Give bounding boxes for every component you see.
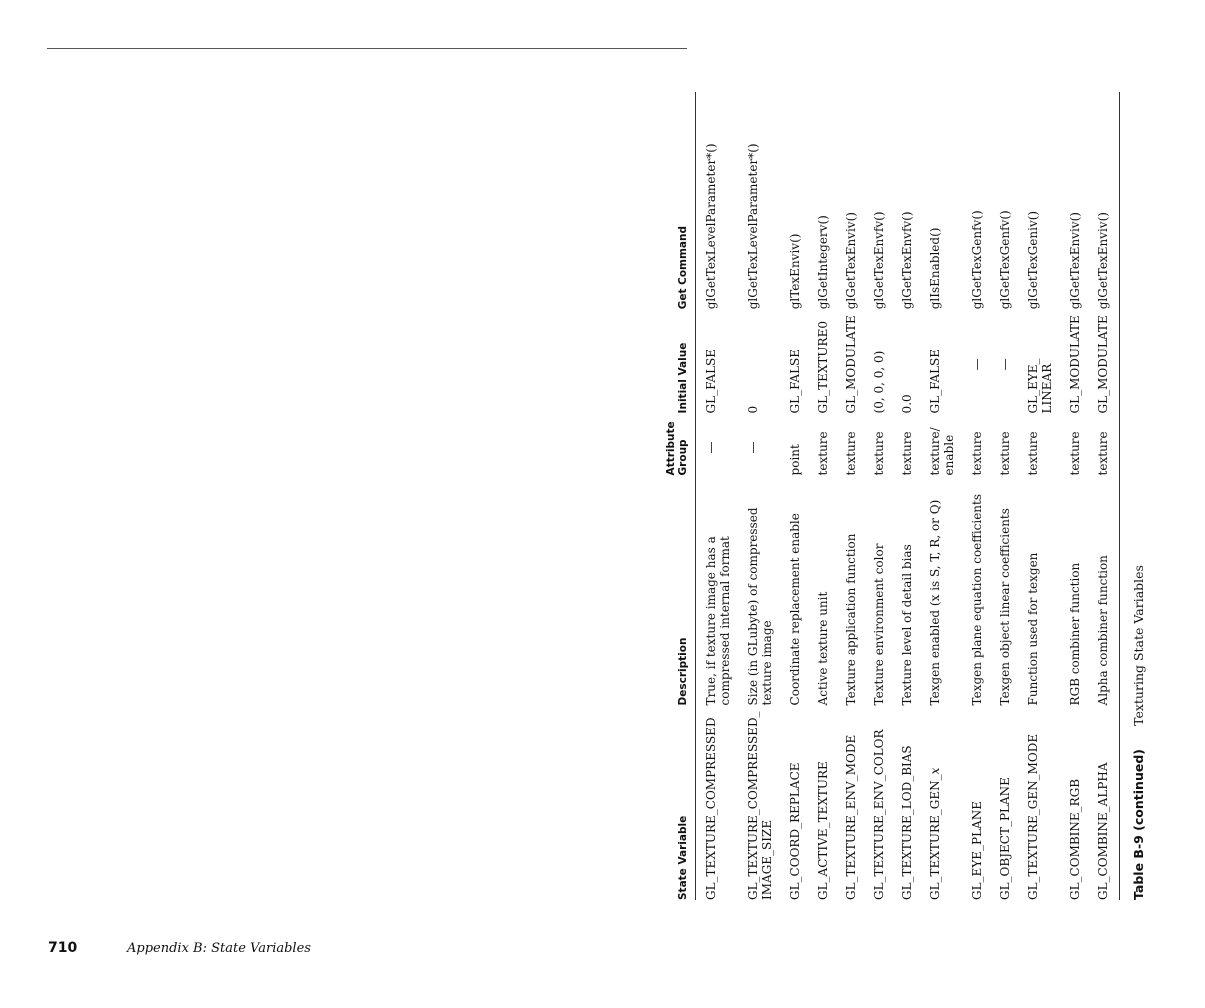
- cell-get-command-text: glGetTexLevelParameter*(): [746, 143, 760, 310]
- table-row: [839, 92, 867, 900]
- cell-attribute-group: [1091, 413, 1120, 475]
- cell-description-text: True, if texture image has a compressed internal format: [704, 536, 732, 706]
- running-head: Appendix B: State Variables: [127, 941, 311, 956]
- cell-initial-value-text: GL_FALSE: [928, 348, 942, 414]
- cell-description: [867, 475, 895, 705]
- cell-description-text: Active texture unit: [816, 591, 830, 706]
- cell-get-command-text: glIsEnabled(): [928, 227, 942, 310]
- cell-get-command-text: glGetIntegerv(): [816, 215, 830, 310]
- cell-state-variable: [923, 705, 965, 900]
- cell-initial-value-text: GL_MODULATE: [1096, 315, 1110, 414]
- cell-description-text: Alpha combiner function: [1096, 555, 1110, 706]
- cell-attribute-group: [839, 413, 867, 475]
- cell-initial-value-text: 0: [746, 405, 760, 414]
- cell-attribute-group: [1063, 413, 1091, 475]
- cell-get-command: [741, 92, 783, 309]
- cell-get-command: [1091, 92, 1120, 309]
- cell-state-variable: [867, 705, 895, 900]
- cell-initial-value-text: —: [998, 358, 1012, 371]
- cell-state-variable: [696, 705, 742, 900]
- header-get-command: Get Command: [665, 92, 696, 309]
- cell-get-command: [895, 92, 923, 309]
- header-description: Description: [665, 475, 696, 705]
- cell-attribute-group-text: texture: [970, 431, 984, 476]
- header-initial-value: Initial Value: [665, 309, 696, 413]
- cell-get-command: [811, 92, 839, 309]
- cell-state-variable-text: GL_TEXTURE_GEN_: [928, 774, 942, 900]
- page-number: 710: [48, 940, 78, 956]
- cell-attribute-group: [811, 413, 839, 475]
- cell-description: [1021, 475, 1063, 705]
- cell-attribute-group-text: texture: [900, 431, 914, 476]
- cell-get-command: [783, 92, 811, 309]
- cell-initial-value-text: GL_MODULATE: [1068, 315, 1082, 414]
- cell-state-variable-text: GL_TEXTURE_ENV_COLOR: [872, 729, 886, 900]
- cell-get-command-text: glGetTexGenfv(): [998, 210, 1012, 310]
- cell-attribute-group: [867, 413, 895, 475]
- cell-attribute-group-text: texture: [1026, 431, 1040, 476]
- table-row: [1063, 92, 1091, 900]
- cell-description: [895, 475, 923, 705]
- cell-initial-value: [839, 309, 867, 413]
- cell-initial-value: [783, 309, 811, 413]
- cell-state-variable-text: GL_TEXTURE_COMPRESSED: [704, 717, 718, 900]
- cell-initial-value: [965, 309, 993, 413]
- cell-get-command-text: glTexEnviv(): [788, 233, 802, 310]
- cell-attribute-group: [923, 413, 965, 475]
- cell-attribute-group-text: texture: [1068, 431, 1082, 476]
- cell-state-variable-text: GL_COMBINE_ALPHA: [1096, 762, 1110, 900]
- cell-get-command-text: glGetTexEnviv(): [1096, 212, 1110, 310]
- cell-initial-value-text: GL_FALSE: [704, 348, 718, 414]
- cell-state-variable: [1021, 705, 1063, 900]
- table-row: [696, 92, 742, 900]
- table-row: [923, 92, 965, 900]
- cell-description: [1091, 475, 1120, 705]
- table-row: [993, 92, 1021, 900]
- cell-initial-value-text: GL_EYE_ LINEAR: [1026, 358, 1054, 414]
- cell-initial-value-text: —: [970, 358, 984, 371]
- cell-attribute-group-text: texture: [1096, 431, 1110, 476]
- header-state-variable: State Variable: [665, 705, 696, 900]
- cell-get-command-text: glGetTexEnvfv(): [900, 211, 914, 310]
- cell-get-command-text: glGetTexLevelParameter*(): [704, 143, 718, 310]
- cell-get-command: [965, 92, 993, 309]
- cell-attribute-group-text: texture: [872, 431, 886, 476]
- cell-description-text: Texture environment color: [872, 543, 886, 706]
- caption-label: Table B-9 (continued): [1131, 749, 1146, 900]
- cell-get-command-text: glGetTexEnviv(): [1068, 212, 1082, 310]
- cell-initial-value-text: GL_FALSE: [788, 348, 802, 414]
- cell-attribute-group-text: texture: [816, 431, 830, 476]
- cell-state-variable-text: GL_EYE_PLANE: [970, 801, 984, 900]
- cell-initial-value: [1021, 309, 1063, 413]
- cell-state-variable: [741, 705, 783, 900]
- cell-get-command: [696, 92, 742, 309]
- cell-attribute-group: [895, 413, 923, 475]
- cell-description-text: RGB combiner function: [1068, 562, 1082, 706]
- cell-get-command-text: glGetTexGeniv(): [1026, 210, 1040, 310]
- table-row: [965, 92, 993, 900]
- top-rule: [47, 48, 687, 49]
- header-attribute-group-line1: Attribute: [665, 421, 677, 476]
- cell-initial-value: [1091, 309, 1120, 413]
- cell-state-variable-italic: x: [928, 767, 942, 775]
- cell-attribute-group-text: texture/ enable: [928, 427, 956, 476]
- cell-initial-value-text: GL_TEXTURE0: [816, 321, 830, 414]
- table-row: [741, 92, 783, 900]
- cell-attribute-group: [965, 413, 993, 475]
- table-body: [696, 92, 1120, 900]
- table-header-row: [665, 92, 696, 900]
- cell-get-command-text: glGetTexEnvfv(): [872, 211, 886, 310]
- cell-state-variable-text: GL_OBJECT_PLANE: [998, 777, 1012, 900]
- cell-description: [839, 475, 867, 705]
- cell-initial-value-text: 0.0: [900, 394, 914, 414]
- cell-description: [811, 475, 839, 705]
- cell-initial-value: [895, 309, 923, 413]
- header-attribute-group: [665, 413, 696, 475]
- cell-state-variable: [783, 705, 811, 900]
- cell-attribute-group-text: texture: [844, 431, 858, 476]
- rotated-table-block: [665, 92, 1205, 900]
- cell-state-variable-text: GL_TEXTURE_COMPRESSED_ IMAGE_SIZE: [746, 711, 774, 900]
- cell-attribute-group: [993, 413, 1021, 475]
- cell-get-command-text: glGetTexGenfv(): [970, 210, 984, 310]
- cell-initial-value: [741, 309, 783, 413]
- cell-attribute-group-text: texture: [998, 431, 1012, 476]
- cell-description: [923, 475, 965, 705]
- table-caption: [1128, 92, 1147, 900]
- table-row: [783, 92, 811, 900]
- cell-description: [965, 475, 993, 705]
- cell-description-text: Texture application function: [844, 533, 858, 706]
- table-row: [867, 92, 895, 900]
- cell-state-variable-text: GL_TEXTURE_ENV_MODE: [844, 734, 858, 900]
- cell-state-variable: [811, 705, 839, 900]
- table-row: [811, 92, 839, 900]
- cell-attribute-group: [741, 413, 783, 475]
- cell-description: [1063, 475, 1091, 705]
- table-row: [1021, 92, 1063, 900]
- cell-initial-value: [923, 309, 965, 413]
- cell-get-command-text: glGetTexEnviv(): [844, 212, 858, 310]
- cell-state-variable-text: GL_COORD_REPLACE: [788, 762, 802, 900]
- cell-initial-value: [993, 309, 1021, 413]
- cell-get-command: [839, 92, 867, 309]
- cell-get-command: [1063, 92, 1091, 309]
- cell-description: [696, 475, 742, 705]
- cell-get-command: [923, 92, 965, 309]
- cell-description: [993, 475, 1021, 705]
- cell-description-text: Coordinate replacement enable: [788, 513, 802, 706]
- cell-state-variable-text: GL_ACTIVE_TEXTURE: [816, 761, 830, 900]
- cell-attribute-group: [1021, 413, 1063, 475]
- state-variables-table: [665, 92, 1120, 900]
- cell-description-text: Size (in GLubyte) of compressed texture image: [746, 507, 774, 706]
- cell-state-variable: [993, 705, 1021, 900]
- cell-initial-value: [867, 309, 895, 413]
- cell-description-text: Texgen object linear coefficients: [998, 508, 1012, 706]
- cell-state-variable-text: GL_COMBINE_RGB: [1068, 778, 1082, 900]
- header-attribute-group-line2: Group: [677, 439, 689, 476]
- caption-text: Texturing State Variables: [1131, 565, 1146, 726]
- cell-initial-value-text: (0, 0, 0, 0): [872, 350, 886, 414]
- cell-attribute-group: [783, 413, 811, 475]
- cell-description: [783, 475, 811, 705]
- cell-attribute-group: [696, 413, 742, 475]
- cell-state-variable: [895, 705, 923, 900]
- cell-state-variable-text: GL_TEXTURE_GEN_MODE: [1026, 733, 1040, 900]
- cell-attribute-group-text: —: [704, 441, 718, 454]
- cell-state-variable: [1063, 705, 1091, 900]
- cell-state-variable: [965, 705, 993, 900]
- cell-state-variable: [1091, 705, 1120, 900]
- cell-attribute-group-text: —: [746, 441, 760, 454]
- cell-get-command: [867, 92, 895, 309]
- table-row: [1091, 92, 1120, 900]
- cell-description-text: Texgen plane equation coefficients: [970, 493, 984, 706]
- cell-attribute-group-text: point: [788, 444, 802, 476]
- cell-state-variable-text: GL_TEXTURE_LOD_BIAS: [900, 745, 914, 900]
- cell-get-command: [993, 92, 1021, 309]
- cell-initial-value-text: GL_MODULATE: [844, 315, 858, 414]
- cell-description-text: Texgen enabled (x is S, T, R, or Q): [928, 499, 942, 706]
- cell-initial-value: [811, 309, 839, 413]
- table-row: [895, 92, 923, 900]
- cell-description: [741, 475, 783, 705]
- cell-initial-value: [1063, 309, 1091, 413]
- cell-description-text: Function used for texgen: [1026, 552, 1040, 706]
- cell-get-command: [1021, 92, 1063, 309]
- cell-state-variable: [839, 705, 867, 900]
- cell-initial-value: [696, 309, 742, 413]
- cell-description-text: Texture level of detail bias: [900, 544, 914, 706]
